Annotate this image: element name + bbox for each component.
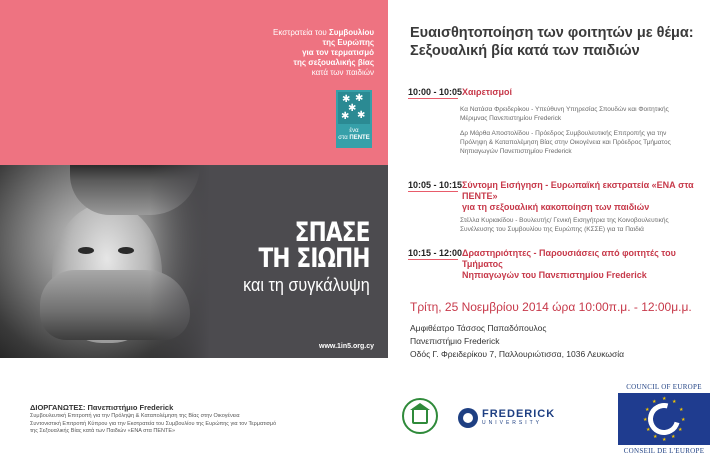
session-topic xyxy=(458,248,708,281)
speaker-line: Δρ Μάρθα Αποστολίδου - Πρόεδρος Συμβουλευτικής Επιτροπής για την xyxy=(460,130,667,137)
slogan-line-1: ΣΠΑΣΕ xyxy=(294,217,370,248)
session-time: 10:15 - 12:00 xyxy=(408,248,463,258)
campaign-description xyxy=(214,28,374,78)
program-item-3 xyxy=(408,248,708,281)
session-speakers xyxy=(460,105,708,156)
event-venue xyxy=(410,322,624,361)
slogan-line-3: και τη συγκάλυψη xyxy=(243,275,370,295)
frederick-name: FREDERICK xyxy=(482,408,556,420)
logo-line-1: ένα xyxy=(349,128,359,134)
session-topic-line-2: για τη σεξουαλική κακοποίηση των παιδιών xyxy=(462,202,650,212)
title-line-1: Ευαισθητοποίηση των φοιτητών με θέμα: xyxy=(410,25,694,41)
campaign-line-1: Εκστρατεία του xyxy=(273,28,329,37)
session-topic-line-1: Σύντομη Εισήγηση - Ευρωπαϊκή εκστρατεία «ΕΝΑ στα ΠΕΝΤΕ» xyxy=(462,180,694,201)
slogan-line-2: ΤΗ ΣΙΩΠΗ xyxy=(258,243,370,274)
session-topic-line-1: Δραστηριότητες - Παρουσιάσεις από φοιτητές του Τμήματος xyxy=(462,248,676,269)
logo-line-2-bold: ΠΕΝΤΕ xyxy=(349,135,370,141)
session-speakers xyxy=(460,216,708,234)
campaign-line-1-bold: Συμβουλίου xyxy=(329,28,374,37)
page-title xyxy=(410,24,710,60)
advisory-committee-logo xyxy=(402,398,438,434)
council-of-europe-logo xyxy=(618,383,710,455)
speaker-line: Κα Νατάσα Φρειδερίκου - Υπεύθυνη Υπηρεσίας Σπουδών και Φοιτητικής xyxy=(460,106,669,113)
speaker-line: Στέλλα Κυριακίδου - Βουλευτής/ Γενική Εισηγήτρια της Κοινοβουλευτικής xyxy=(460,217,669,224)
frederick-emblem-icon xyxy=(458,408,478,428)
speaker-line: Μέριμνας Πανεπιστημίου Frederick xyxy=(460,115,562,122)
coe-name-fr: CONSEIL DE L'EUROPE xyxy=(623,447,705,455)
frederick-sub: UNIVERSITY xyxy=(482,420,543,426)
session-topic: Χαιρετισμοί xyxy=(462,87,513,97)
organizer-line: Συντονιστική Επιτροπή Κύπρου για την Εκστρατεία του Συμβουλίου της Ευρώπης για τον Τερματισμό xyxy=(30,420,277,427)
session-time: 10:00 - 10:05 xyxy=(408,87,463,97)
snowflakes-icon: ✱ ✱ ✱ ✱ ✱ xyxy=(338,92,370,124)
coe-flag-icon: ★ ★ ★ ★ ★ ★ ★ ★ ★ ★ ★ ★ xyxy=(618,393,710,445)
speaker-line: Πρόληψη & Καταπολέμηση Βίας στην Οικογένεια και Πρόεδρος Τμήματος xyxy=(460,139,671,146)
program-item-1 xyxy=(408,87,708,156)
one-in-five-logo xyxy=(336,90,372,148)
event-date-time: Τρίτη, 25 Νοεμβρίου 2014 ώρα 10:00π.μ. - 12:00μ.μ. xyxy=(410,300,692,314)
speaker-line: Νηπιαγωγών Πανεπιστημίου Frederick xyxy=(460,148,572,155)
campaign-line-3: για τον τερματισμό xyxy=(302,48,374,57)
speaker-line: Συνέλευσης του Συμβουλίου της Ευρώπης (ΚΣΣΕ) για τα Παιδιά xyxy=(460,226,644,233)
slogan-photo-panel xyxy=(0,165,388,358)
slogan xyxy=(229,217,370,296)
program-item-2 xyxy=(408,180,708,234)
coe-name-en: COUNCIL OF EUROPE xyxy=(626,383,702,391)
venue-line: Πανεπιστήμιο Frederick xyxy=(410,336,500,346)
campaign-header-panel xyxy=(0,0,388,165)
session-topic-line-2: Νηπιαγωγών του Πανεπιστημίου Frederick xyxy=(462,270,647,280)
logo-caption xyxy=(336,128,372,142)
venue-line: Αμφιθέατρο Τάσσος Παπαδόπουλος xyxy=(410,323,547,333)
organizers-title: ΔΙΟΡΓΑΝΩΤΕΣ: Πανεπιστήμιο Frederick xyxy=(30,403,174,412)
logo-line-2: στα xyxy=(338,135,350,141)
title-line-2: Σεξουαλική βία κατά των παιδιών xyxy=(410,43,640,59)
website-link[interactable]: www.1in5.org.cy xyxy=(319,343,374,350)
campaign-line-5: κατά των παιδιών xyxy=(311,68,374,77)
frederick-university-logo xyxy=(458,408,555,428)
organizer-line: Συμβουλευτική Επιτροπή για την Πρόληψη & Καταπολέμηση της Βίας στην Οικογένεια xyxy=(30,413,240,419)
organizer-line: της Σεξουαλικής Βίας κατά των Παιδιών «ΕΝΑ στα ΠΕΝΤΕ» xyxy=(30,428,176,434)
campaign-line-4: της σεξουαλικής βίας xyxy=(293,58,374,67)
session-time: 10:05 - 10:15 xyxy=(408,180,463,190)
campaign-line-2: της Ευρώπης xyxy=(322,38,374,47)
session-topic xyxy=(458,180,708,213)
organizers xyxy=(30,403,400,436)
child-covered-mouth-photo xyxy=(0,165,210,358)
venue-line: Οδός Γ. Φρειδερίκου 7, Παλλουριώτισσα, 1036 Λευκωσία xyxy=(410,349,625,359)
